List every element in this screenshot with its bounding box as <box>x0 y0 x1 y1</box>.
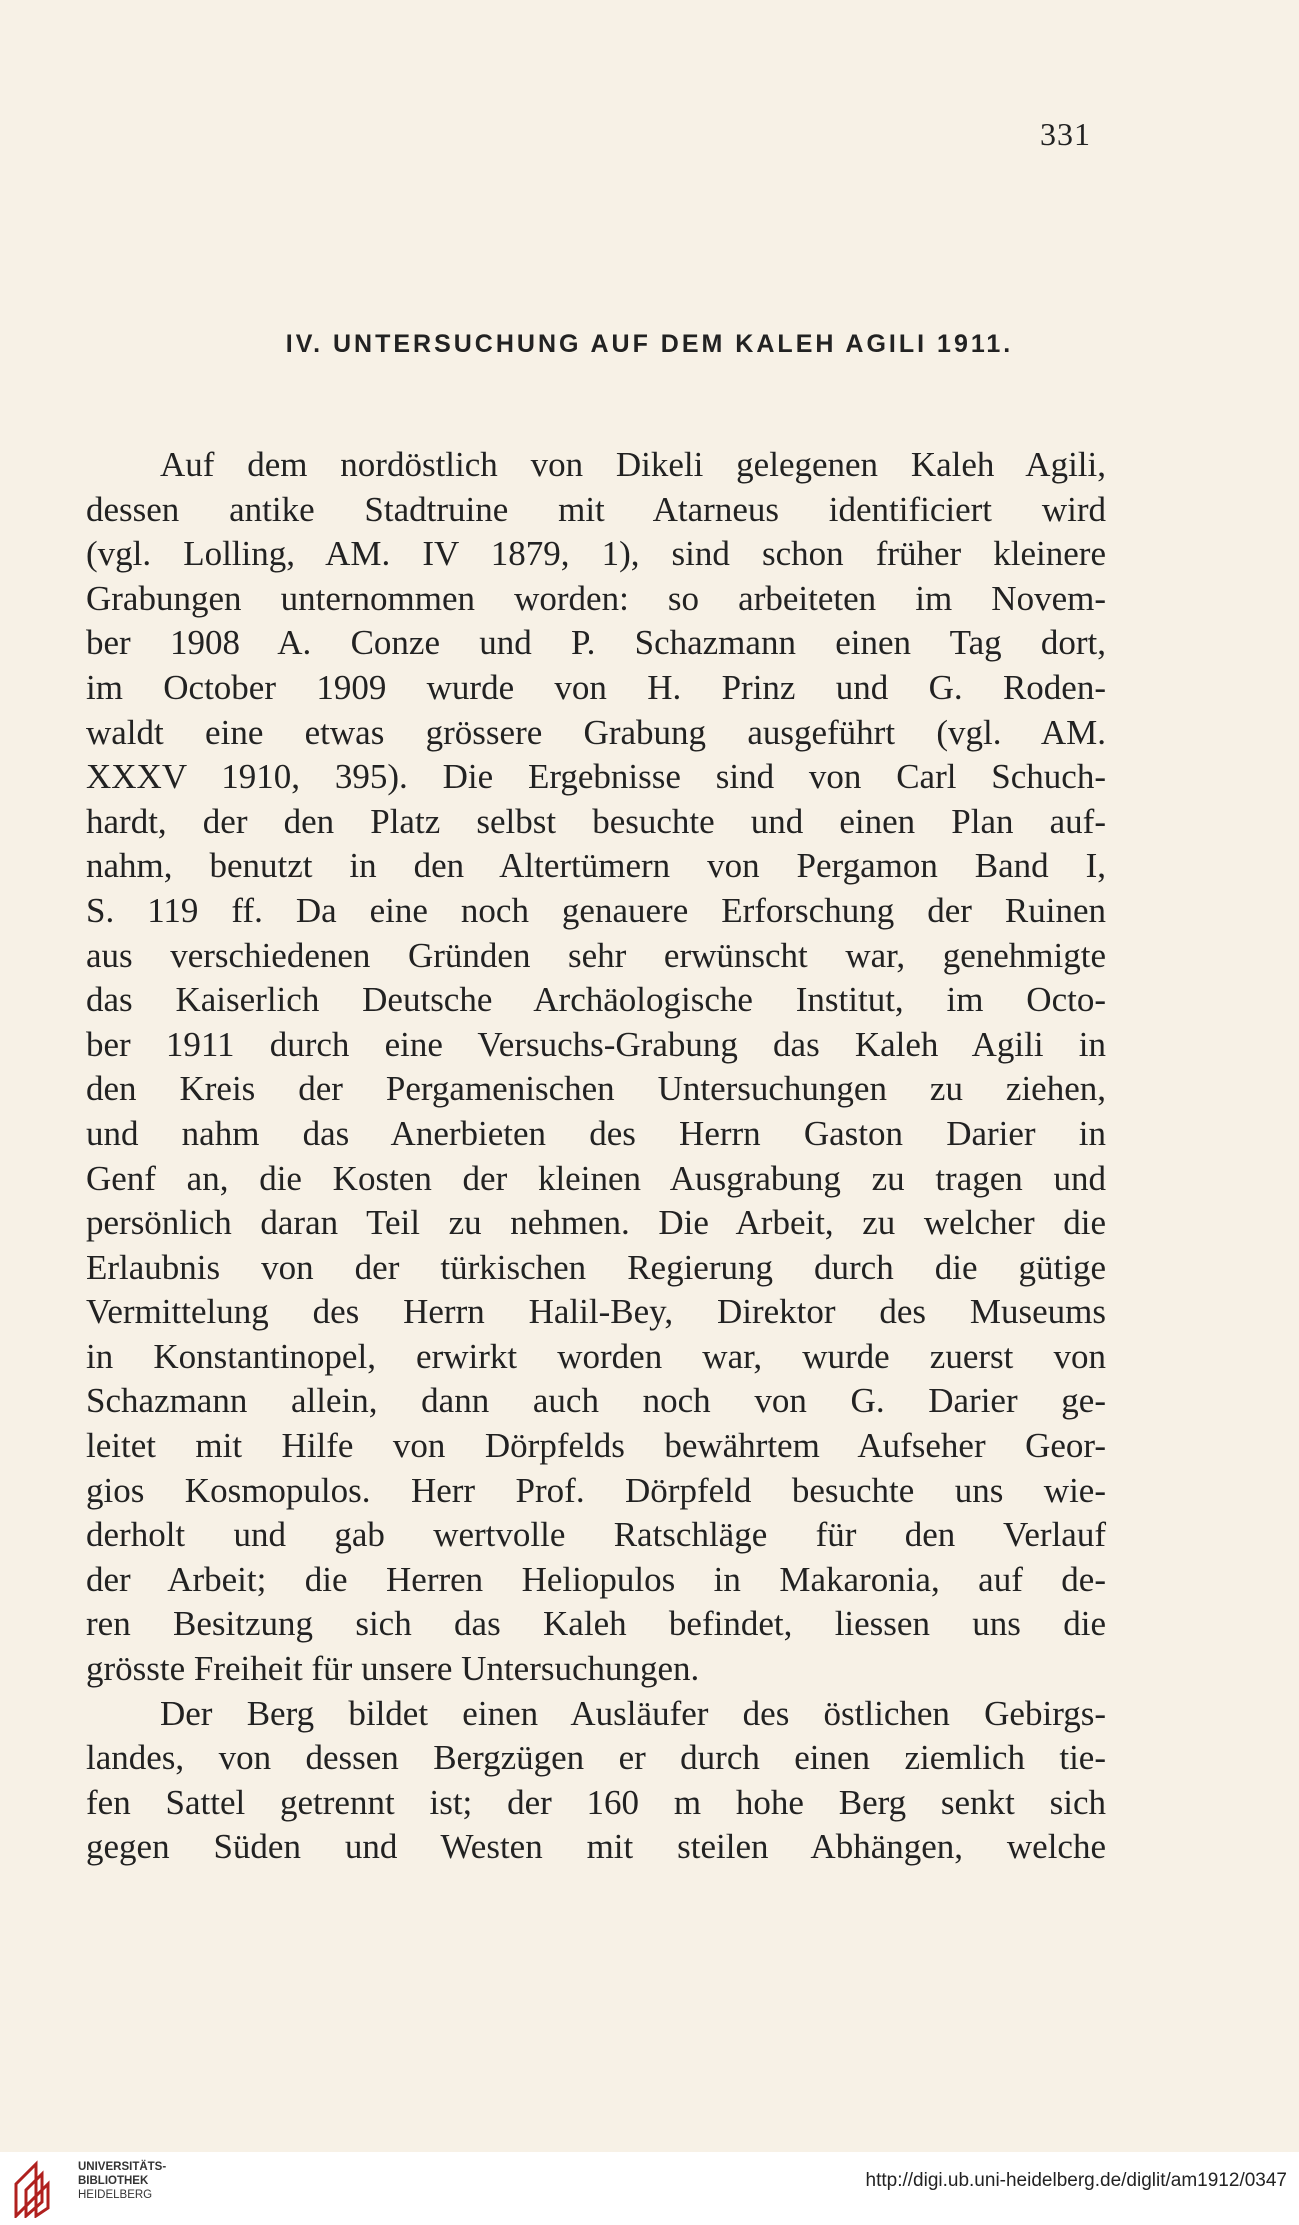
library-name-line: UNIVERSITÄTS- <box>78 2161 167 2173</box>
text-line: der Arbeit; die Herren Heliopulos in Makaronia, auf de- <box>86 1559 1106 1599</box>
text-line: im October 1909 wurde von H. Prinz und G. Roden- <box>86 667 1106 707</box>
text-line: dessen antike Stadtruine mit Atarneus identificiert wird <box>86 489 1106 529</box>
text-line: Der Berg bildet einen Ausläufer des östlichen Gebirgs- <box>160 1693 1106 1733</box>
text-line: persönlich daran Teil zu nehmen. Die Arbeit, zu welcher die <box>86 1203 1106 1243</box>
text-line: in Konstantinopel, erwirkt worden war, wurde zuerst von <box>86 1336 1106 1376</box>
text-line: S. 119 ff. Da eine noch genauere Erforschung der Ruinen <box>86 890 1106 930</box>
text-line: leitet mit Hilfe von Dörpfelds bewährtem Aufseher Geor- <box>86 1426 1106 1466</box>
text-line: ber 1911 durch eine Versuchs-Grabung das Kaleh Agili in <box>86 1024 1106 1064</box>
text-line: Vermittelung des Herrn Halil-Bey, Direktor des Museums <box>86 1292 1106 1332</box>
text-line: hardt, der den Platz selbst besuchte und einen Plan auf- <box>86 801 1106 841</box>
library-name <box>78 2160 166 2202</box>
text-line: ren Besitzung sich das Kaleh befindet, liessen uns die <box>86 1604 1106 1644</box>
text-line: Genf an, die Kosten der kleinen Ausgrabung zu tragen und <box>86 1158 1106 1198</box>
text-line: derholt und gab wertvolle Ratschläge für den Verlauf <box>86 1515 1106 1555</box>
text-line: ber 1908 A. Conze und P. Schazmann einen Tag dort, <box>86 623 1106 663</box>
text-line: (vgl. Lolling, AM. IV 1879, 1), sind schon früher kleinere <box>86 534 1106 574</box>
text-line: grösste Freiheit für unsere Untersuchungen. <box>86 1649 700 1689</box>
text-line: und nahm das Anerbieten des Herrn Gaston Darier in <box>86 1113 1106 1153</box>
text-line: gegen Süden und Westen mit steilen Abhängen, welche <box>86 1827 1106 1867</box>
text-line: waldt eine etwas grössere Grabung ausgeführt (vgl. AM. <box>86 712 1106 752</box>
page-footer <box>0 2152 1299 2225</box>
text-line: gios Kosmopulos. Herr Prof. Dörpfeld besuchte uns wie- <box>86 1470 1106 1510</box>
text-line: Schazmann allein, dann auch noch von G. Darier ge- <box>86 1381 1106 1421</box>
text-line: das Kaiserlich Deutsche Archäologische Institut, im Octo- <box>86 980 1106 1020</box>
library-logo-icon <box>12 2158 72 2218</box>
text-line: Auf dem nordöstlich von Dikeli gelegenen Kaleh Agili, <box>160 445 1106 484</box>
body-text <box>86 443 1106 1870</box>
library-name-line: BIBLIOTHEK <box>78 2175 149 2187</box>
library-name-line: HEIDELBERG <box>78 2189 153 2201</box>
text-line: aus verschiedenen Gründen sehr erwünscht war, genehmigte <box>86 935 1106 975</box>
source-url-link[interactable]: http://digi.ub.uni-heidelberg.de/diglit/am1912/0347 <box>865 2170 1287 2191</box>
text-line: Grabungen unternommen worden: so arbeiteten im Novem- <box>86 578 1106 618</box>
text-line: fen Sattel getrennt ist; der 160 m hohe Berg senkt sich <box>86 1782 1106 1822</box>
page-number: 331 <box>1040 116 1091 152</box>
text-line: landes, von dessen Bergzügen er durch einen ziemlich tie- <box>86 1738 1106 1778</box>
text-line: Erlaubnis von der türkischen Regierung durch die gütige <box>86 1247 1106 1287</box>
text-line: nahm, benutzt in den Altertümern von Pergamon Band I, <box>86 846 1106 886</box>
text-line: den Kreis der Pergamenischen Untersuchungen zu ziehen, <box>86 1069 1106 1109</box>
section-heading: IV. UNTERSUCHUNG AUF DEM KALEH AGILI 1911. <box>285 330 1014 358</box>
text-line: XXXV 1910, 395). Die Ergebnisse sind von Carl Schuch- <box>86 757 1106 797</box>
